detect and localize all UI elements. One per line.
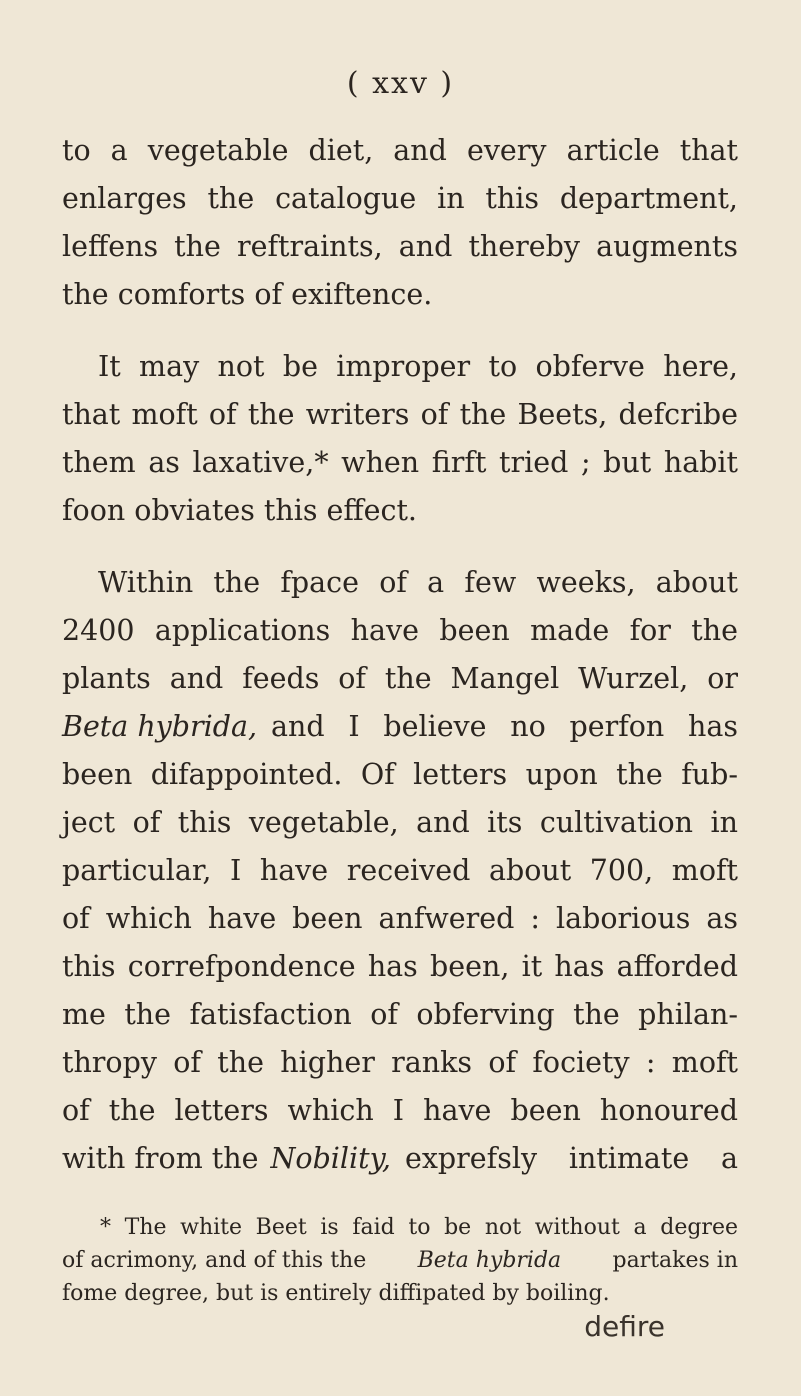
text-line: particular, I have received about 700, moft [62,854,738,887]
text-line: leffens the reftraints, and thereby augments [62,230,738,263]
text-line: them as laxative,* when firft tried ; but habit [62,446,738,479]
text-line: me the fatisfaction of obferving the philan- [62,998,738,1031]
text-line: Within the fpace of a few weeks, about [98,566,738,599]
footnote-line [62,1247,738,1275]
text-fragment: of acrimony, and of this the [62,1248,367,1273]
text-line [62,709,738,745]
footnote-line: * The white Beet is faid to be not without a degree [100,1215,738,1240]
footnote-line: fome degree, but is entirely diffipated by boiling. [62,1281,610,1306]
italic-term: Nobility, [270,1142,391,1175]
text-line: plants and feeds of the Mangel Wurzel, or [62,662,738,695]
text-fragment: exprefsly intimate a [404,1142,738,1175]
text-line: the comforts of exiftence. [62,278,433,311]
text-line: of the letters which I have been honoured [62,1094,738,1127]
text-line: foon obviates this effect. [62,494,417,527]
text-fragment: and I believe no perfon has [271,710,738,743]
italic-term: Beta hybrida, [62,710,258,743]
text-line: this correfpondence has been, it has afforded [62,950,738,983]
text-line: of which have been anfwered : laborious as [62,902,738,935]
text-line: 2400 applications have been made for the [62,614,738,647]
page-header-number: ( xxv ) [346,66,455,101]
text-fragment: with from the [62,1142,259,1175]
text-fragment: partakes in [612,1248,738,1273]
text-line: ject of this vegetable, and its cultivation in [62,806,738,839]
text-line [62,1141,738,1177]
text-line: enlarges the catalogue in this department, [62,182,738,215]
text-line: It may not be improper to obferve here, [98,350,738,383]
text-line: to a vegetable diet, and every article that [62,134,738,167]
text-line: been difappointed. Of letters upon the fub- [62,758,738,791]
text-line: that moft of the writers of the Beets, defcribe [62,398,738,431]
text-line: thropy of the higher ranks of fociety : moft [62,1046,738,1079]
italic-term: Beta hybrida [417,1248,562,1273]
catchword: defire [584,1310,665,1343]
